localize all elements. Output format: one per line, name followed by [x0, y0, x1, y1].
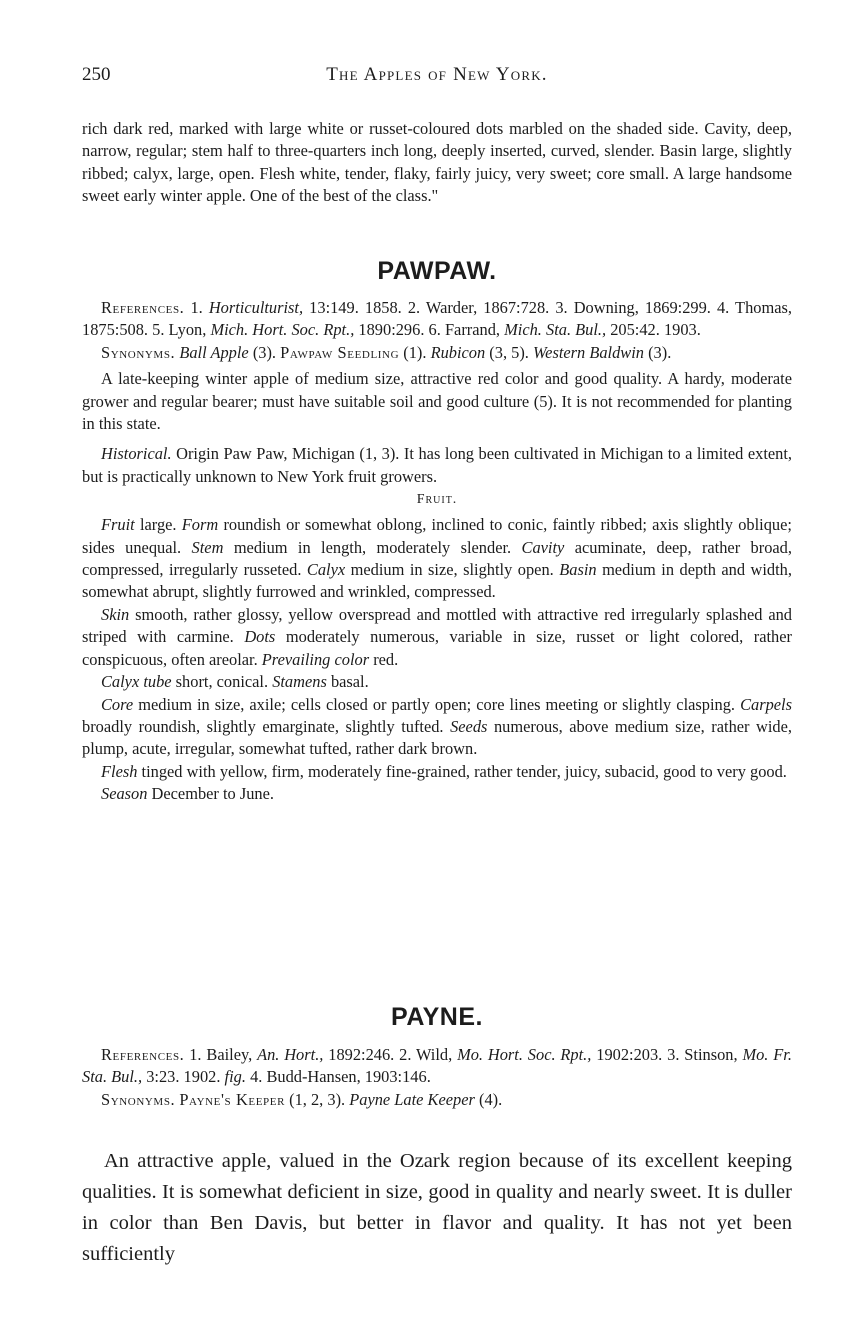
pawpaw-title: PAWPAW.: [377, 257, 497, 285]
running-title: The Apples of New York.: [326, 64, 548, 85]
payne-intro: An attractive apple, valued in the Ozark region because of its excellent keeping qualities. It is somewhat deficient in size, good in quality and nearly sweet. It is duller in color than Ben Davis, but better in flavor and quality. It has not yet been sufficiently: [82, 1150, 792, 1265]
payne-synonyms: Synonyms. Payne's Keeper (1, 2, 3). Payne Late Keeper (4).: [101, 1089, 503, 1109]
pawpaw-intro: A late-keeping winter apple of medium size, attractive red color and good quality. A hardy, moderate grower and regular bearer; must have suitable soil and good culture (5). It is not recommended for planting in this state.: [82, 369, 792, 434]
running-header: [82, 64, 792, 90]
pawpaw-historical: Historical. Origin Paw Paw, Michigan (1, 3). It has long been cultivated in Michigan to a limited extent, but is practically unknown to New York fruit growers.: [82, 444, 792, 486]
pawpaw-entry: [82, 297, 792, 806]
payne-entry: [82, 1044, 792, 1111]
page-number: 250: [82, 64, 111, 85]
skin-description: Skin smooth, rather glossy, yellow overspread and mottled with attractive red irregularly splashed and striped with carmine. Dots moderately numerous, variable in size, russet or light colored, rather conspicuous, often areolar. Prevailing color red.: [82, 604, 792, 669]
fruit-description: Fruit large. Form roundish or somewhat oblong, inclined to conic, faintly ribbed; axis slightly oblique; sides unequal. Stem medium in length, moderately slender. Cavity acuminate, deep, rather broad, compressed, irregularly russeted. Calyx medium in size, slightly open. Basin medium in depth and width, somewhat abrupt, slightly furrowed and wrinkled, compressed.: [82, 515, 792, 602]
calyx-tube-description: Calyx tube short, conical. Stamens basal.: [101, 672, 369, 692]
continuation-text: rich dark red, marked with large white or russet-coloured dots marbled on the shaded side. Cavity, deep, narrow, regular; stem half to three-quarters inch long, deeply inserted, curved, slender. Basin large, slightly ribbed; calyx, large, open. Flesh white, tender, flaky, fairly juicy, very sweet; core small. A large handsome sweet early winter apple. One of the best of the class.": [82, 119, 792, 206]
payne-intro-block: [82, 1146, 792, 1270]
core-description: Core medium in size, axile; cells closed or partly open; core lines meeting or slightly clasping. Carpels broadly roundish, slightly emarginate, slightly tufted. Seeds numerous, above medium size, rather wide, plump, acute, irregular, somewhat tufted, rather dark brown.: [82, 694, 792, 759]
payne-references: References. 1. Bailey, An. Hort., 1892:246. 2. Wild, Mo. Hort. Soc. Rpt., 1902:203. 3. Stinson, Mo. Fr. Sta. Bul., 3:23. 1902. fig. 4. Budd-Hansen, 1903:146.: [82, 1045, 792, 1087]
fruit-heading: Fruit.: [416, 492, 458, 508]
season-description: Season December to June.: [101, 784, 274, 804]
pawpaw-synonyms: Synonyms. Ball Apple (3). Pawpaw Seedling (1). Rubicon (3, 5). Western Baldwin (3).: [101, 342, 672, 362]
continuation-paragraph: [82, 118, 792, 208]
flesh-description: Flesh tinged with yellow, firm, moderately fine-grained, rather tender, juicy, subacid, good to very good.: [101, 761, 787, 781]
payne-title: PAYNE.: [391, 1003, 483, 1031]
pawpaw-references: References. 1. Horticulturist, 13:149. 1858. 2. Warder, 1867:728. 3. Downing, 1869:299. 4. Thomas, 1875:508. 5. Lyon, Mich. Hort. Soc. Rpt., 1890:296. 6. Farrand, Mich. Sta. Bul., 205:42. 1903.: [82, 298, 792, 340]
